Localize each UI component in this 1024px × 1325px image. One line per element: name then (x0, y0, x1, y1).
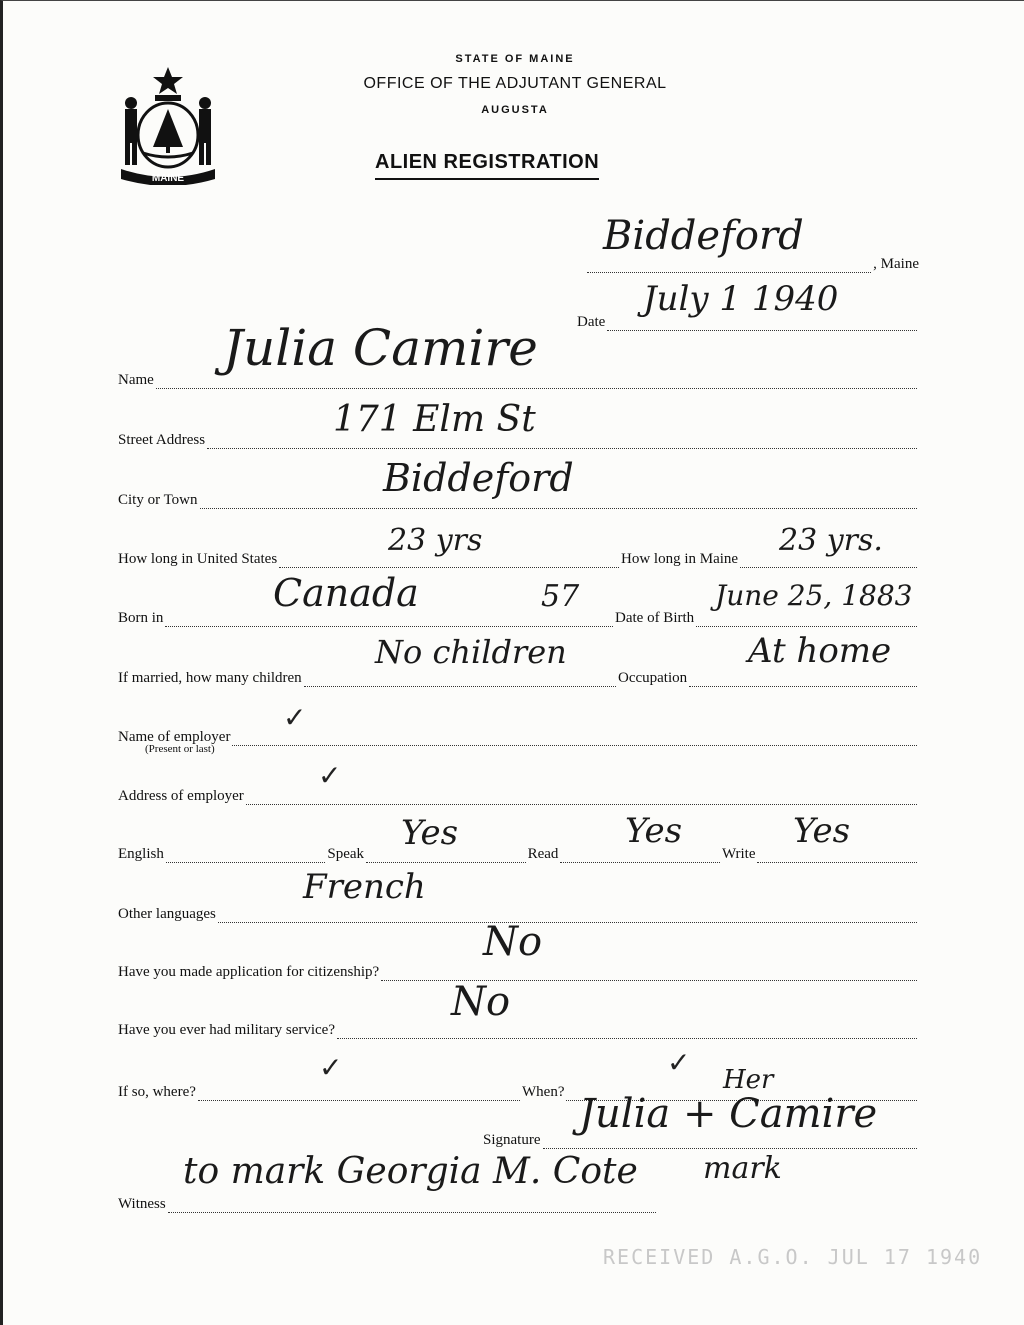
header-office: OFFICE OF THE ADJUTANT GENERAL (363, 75, 667, 92)
military-row (118, 1017, 919, 1039)
signature-label: Signature (483, 1132, 541, 1148)
other-languages-line[interactable] (218, 906, 917, 923)
employer-address-line[interactable] (246, 788, 917, 805)
children-label: If married, how many children (118, 670, 302, 686)
other-languages-value: French (303, 867, 426, 907)
employer-address-checkmark: ✓ (318, 761, 342, 792)
name-value: Julia Camire (223, 319, 538, 377)
employer-address-row (118, 783, 919, 805)
us-value: 23 yrs (388, 523, 483, 558)
witness-line[interactable] (168, 1196, 656, 1213)
employer-checkmark: ✓ (283, 703, 307, 734)
write-value: Yes (793, 811, 851, 851)
children-value: No children (375, 633, 567, 671)
signature-mark-note: Her (723, 1065, 774, 1095)
born-value: Canada (273, 571, 419, 615)
where-line[interactable] (198, 1084, 520, 1101)
header-city: AUGUSTA (481, 104, 549, 116)
seal-banner-text: MAINE (151, 173, 185, 184)
other-languages-label: Other languages (118, 906, 216, 922)
witness-value: to mark Georgia M. Cote (183, 1151, 638, 1192)
write-label: Write (721, 846, 756, 862)
military-label: Have you ever had military service? (118, 1022, 335, 1038)
english-dots-1 (166, 846, 326, 863)
citizenship-label: Have you made application for citizenship? (118, 964, 380, 980)
speak-value: Yes (401, 813, 459, 853)
read-value: Yes (625, 811, 683, 851)
age-value: 57 (541, 579, 580, 614)
where-checkmark: ✓ (319, 1053, 343, 1084)
born-label: Born in (118, 610, 164, 626)
employer-line[interactable] (232, 729, 917, 746)
signature-value: Julia + Camire (579, 1091, 878, 1137)
employer-row (118, 724, 919, 746)
city-value: Biddeford (383, 456, 574, 500)
city-label: City or Town (118, 492, 198, 508)
employer-label: Name of employer (118, 729, 231, 745)
speak-label: Speak (327, 846, 365, 862)
employer-note: (Present or last) (145, 743, 215, 755)
date-value: July 1 1940 (643, 279, 839, 319)
where-label: If so, where? (118, 1084, 196, 1100)
street-label: Street Address (118, 432, 206, 448)
dob-label: Date of Birth (615, 610, 695, 626)
date-label: Date (577, 314, 606, 330)
witness-label: Witness (118, 1196, 166, 1212)
page-title: ALIEN REGISTRATION (375, 151, 599, 180)
dob-line[interactable] (696, 610, 917, 627)
read-label: Read (527, 846, 559, 862)
occupation-line[interactable] (689, 670, 917, 687)
military-line[interactable] (337, 1022, 917, 1039)
street-line[interactable] (207, 432, 917, 449)
witness-mark: mark (703, 1151, 782, 1186)
header-state: STATE OF MAINE (455, 53, 575, 65)
us-row (118, 546, 621, 568)
received-stamp: RECEIVED A.G.O. JUL 17 1940 (603, 1245, 983, 1269)
citizenship-value: No (483, 919, 543, 965)
occupation-value: At home (748, 631, 892, 671)
dob-value: June 25, 1883 (715, 579, 913, 612)
occupation-label: Occupation (618, 670, 688, 686)
english-label: English (118, 846, 164, 862)
maine-value: 23 yrs. (779, 523, 883, 558)
employer-address-label: Address of employer (118, 788, 244, 804)
us-label: How long in United States (118, 551, 278, 567)
when-checkmark: ✓ (667, 1048, 691, 1079)
children-line[interactable] (304, 670, 616, 687)
maine-label: , Maine (873, 256, 919, 272)
place-value: Biddeford (603, 213, 804, 259)
street-value: 171 Elm St (333, 399, 536, 440)
maine-time-label: How long in Maine (621, 551, 739, 567)
name-label: Name (118, 372, 154, 388)
military-value: No (451, 979, 511, 1025)
witness-row (118, 1191, 658, 1213)
when-label: When? (522, 1084, 565, 1100)
